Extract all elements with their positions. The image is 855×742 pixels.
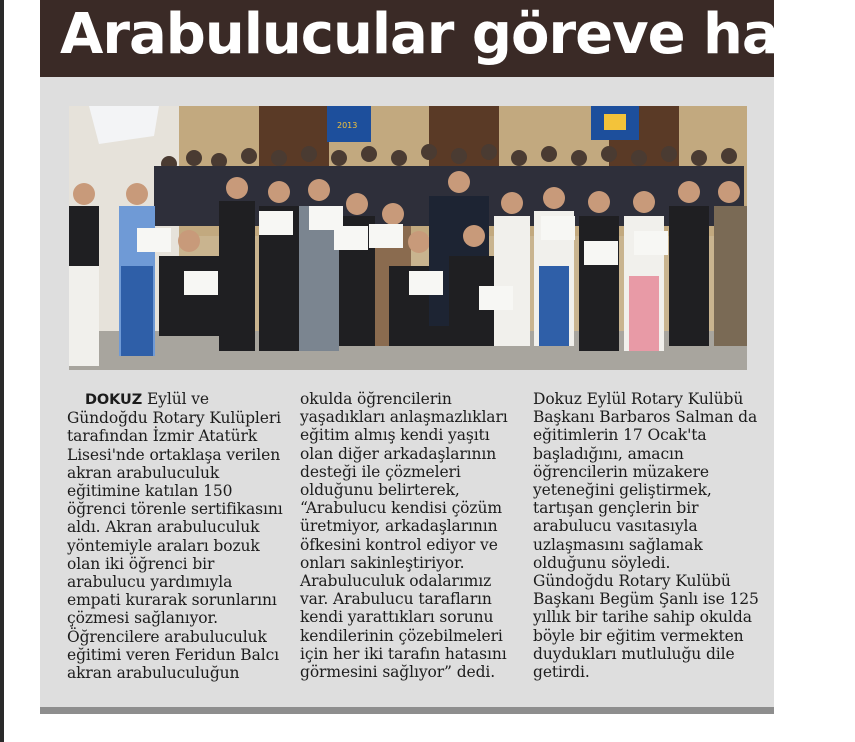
text-line: Arabuluculuk odalarımız (300, 572, 492, 591)
text-line: Öğrencilere arabuluculuk (67, 627, 267, 646)
headline-bar (40, 0, 855, 77)
article-column-1 (67, 390, 287, 682)
bottom-rule (40, 707, 774, 714)
text-line: Dokuz Eylül Rotary Kulübü (533, 390, 744, 408)
text-line: öğrenci törenle sertifikasını (67, 500, 283, 519)
text-line: eğitim almış kendi yaşıtı (300, 426, 490, 445)
headline: Arabulucular göreve hazır (60, 2, 855, 67)
text-line: arabulucu vasıtasıyla (533, 517, 698, 536)
text-line: DOKUZ Eylül ve (67, 390, 287, 409)
text-line: yıllık bir tarihe sahip okulda (533, 608, 752, 627)
text-line: aldı. Akran arabuluculuk (67, 518, 260, 537)
text-line: getirdi. (533, 663, 590, 682)
text-line: kendilerinin çözebilmeleri (300, 626, 503, 645)
text-line: okulda öğrencilerin (300, 390, 452, 408)
text-line: olan diğer arkadaşlarının (300, 444, 497, 463)
article-column-3 (533, 390, 759, 682)
text-line: başladığını, amacın (533, 444, 684, 463)
text-line: yeteneğini geliştirmek, (533, 481, 712, 500)
text-line: Başkanı Barbaros Salman da (533, 408, 758, 427)
text-line: görmesini sağlıyor” dedi. (300, 663, 496, 682)
text-line: Gündoğdu Rotary Kulübü (533, 572, 731, 591)
text-line: olduğunu söyledi. (533, 553, 671, 572)
text-line: yöntemiyle araları bozuk (67, 536, 260, 555)
text-line: eğitimlerin 17 Ocak'ta (533, 426, 707, 445)
text-line: olan iki öğrenci bir (67, 554, 215, 573)
text-line: arabulucu yardımıyla (67, 573, 233, 592)
text-line: akran arabuluculuğun (67, 664, 240, 683)
text-line: tarafından İzmir Atatürk (67, 427, 258, 446)
text-line: böyle bir eğitim vermekten (533, 626, 744, 645)
text-line: olduğunu belirterek, (300, 481, 460, 500)
text-line: Lisesi'nde ortaklaşa verilen (67, 445, 281, 464)
article-column-2 (300, 390, 512, 681)
text-line: desteği ile çözmeleri (300, 462, 461, 481)
text-line: Gündoğdu Rotary Kulüpleri (67, 409, 282, 428)
text-line: uzlaşmasını sağlamak (533, 535, 703, 554)
lead-word: DOKUZ (85, 392, 143, 408)
text-line: için her iki tarafın hatasını (300, 644, 507, 663)
text-line: kendi yarattıkları sorunu (300, 608, 494, 627)
group-photo (69, 106, 747, 370)
text-line: üretmiyor, arkadaşlarının (300, 517, 498, 536)
text-line: eğitimine katılan 150 (67, 482, 233, 501)
text-line: tartışan gençlerin bir (533, 499, 699, 518)
text-line: “Arabulucu kendisi çözüm (300, 499, 502, 518)
text-line: öfkesini kontrol ediyor ve (300, 535, 498, 554)
text-line: öğrencilerin müzakere (533, 462, 709, 481)
text-line: empati kurarak sorunlarını (67, 591, 277, 610)
text-line: akran arabuluculuk (67, 463, 220, 482)
text-line: yaşadıkları anlaşmazlıkları (300, 408, 508, 427)
text-line: çözmesi sağlanıyor. (67, 609, 218, 628)
text-line: duydukları mutluluğu dile (533, 644, 735, 663)
text-line: Başkanı Begüm Şanlı ise 125 (533, 590, 759, 609)
text-line: eğitimi veren Feridun Balcı (67, 645, 280, 664)
banner-left-text: 2013 (337, 121, 358, 130)
text-line: var. Arabulucu tarafların (300, 590, 492, 609)
text-line: onları sakinleştiriyor. (300, 553, 465, 572)
left-border-rule (0, 0, 4, 742)
